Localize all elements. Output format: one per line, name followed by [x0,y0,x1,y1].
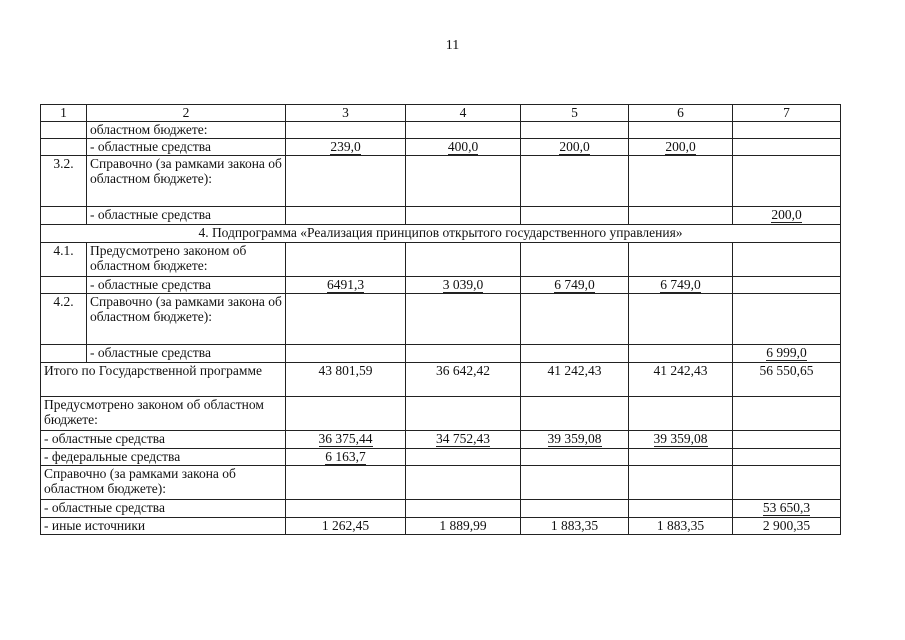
row-label: - областные средства [87,139,286,156]
value-cell [406,207,521,225]
value-cell [629,449,733,466]
value-cell [286,345,406,363]
value-cell [286,156,406,207]
value-cell [629,139,733,156]
row-label: областном бюджете: [87,122,286,139]
header-cell: 7 [733,105,841,122]
row-number [41,345,87,363]
row-number: 3.2. [41,156,87,207]
value-text: 200,0 [771,207,802,222]
value-cell [286,243,406,277]
value-cell [286,207,406,225]
value-cell [629,345,733,363]
table-row [41,363,841,397]
value-cell [406,431,521,449]
row-number [41,207,87,225]
value-cell [521,431,629,449]
table-row [41,431,841,449]
row-label: - областные средства [87,277,286,294]
header-cell: 5 [521,105,629,122]
value-text: 53 650,3 [762,500,811,515]
value-cell [406,500,521,518]
value-text: 239,0 [330,139,361,154]
row-label: - областные средства [87,345,286,363]
value-cell [286,466,406,500]
value-cell: 36 642,42 [406,363,521,397]
value-cell [733,294,841,345]
value-text: 200,0 [665,139,696,154]
table-row [41,156,841,207]
table-row [41,207,841,225]
value-cell [521,122,629,139]
value-cell [521,294,629,345]
value-cell [629,156,733,207]
value-cell [406,397,521,431]
value-cell [406,294,521,345]
table-row [41,449,841,466]
value-cell [521,139,629,156]
value-cell [629,397,733,431]
value-cell [521,277,629,294]
row-number [41,277,87,294]
header-cell: 2 [87,105,286,122]
value-text: 6 999,0 [766,345,807,360]
value-cell [406,139,521,156]
row-label: - иные источники [41,518,286,535]
value-cell [629,431,733,449]
value-cell [733,431,841,449]
value-cell [733,122,841,139]
table-row [41,466,841,500]
value-cell [733,207,841,225]
value-cell [733,500,841,518]
row-number [41,122,87,139]
table-row [41,294,841,345]
row-label: Справочно (за рамками закона об областном бюджете): [87,156,286,207]
value-text: 6491,3 [326,277,365,292]
value-cell [629,277,733,294]
section-title: 4. Подпрограмма «Реализация принципов открытого государственного управления» [41,225,841,243]
value-cell: 56 550,65 [733,363,841,397]
value-cell [521,397,629,431]
value-cell: 1 883,35 [521,518,629,535]
value-text: 36 375,44 [318,431,373,446]
header-cell: 1 [41,105,87,122]
value-cell [286,294,406,345]
header-cell: 3 [286,105,406,122]
value-cell [629,294,733,345]
header-cell: 6 [629,105,733,122]
value-cell [521,500,629,518]
table-row [41,122,841,139]
value-cell [733,345,841,363]
row-label: - областные средства [41,431,286,449]
value-cell [521,243,629,277]
row-label: Справочно (за рамками закона об областном бюджете): [41,466,286,500]
value-cell [733,243,841,277]
row-label: Предусмотрено законом об областном бюджете: [41,397,286,431]
value-cell: 1 883,35 [629,518,733,535]
value-cell [406,449,521,466]
value-cell [733,449,841,466]
table-row [41,139,841,156]
row-label: - федеральные средства [41,449,286,466]
value-cell [733,156,841,207]
page-number: 11 [445,38,460,53]
value-cell: 1 262,45 [286,518,406,535]
row-label: Итого по Государственной программе [41,363,286,397]
row-label: - областные средства [41,500,286,518]
value-cell [406,277,521,294]
value-cell [629,207,733,225]
table-row [41,243,841,277]
value-cell [629,122,733,139]
row-number: 4.1. [41,243,87,277]
value-text: 6 749,0 [554,277,595,292]
value-cell [521,207,629,225]
row-number [41,139,87,156]
value-cell: 2 900,35 [733,518,841,535]
row-label: Предусмотрено законом об областном бюджете: [87,243,286,277]
value-cell [406,345,521,363]
value-cell [733,277,841,294]
budget-table [40,104,841,535]
value-text: 400,0 [447,139,479,154]
table-row [41,500,841,518]
header-row [41,105,841,122]
value-cell [733,466,841,500]
value-text: 200,0 [559,139,590,154]
table-row [41,277,841,294]
value-cell [286,139,406,156]
value-text: 6 749,0 [660,277,701,292]
value-text: 34 752,43 [436,431,490,446]
row-number: 4.2. [41,294,87,345]
value-cell: 1 889,99 [406,518,521,535]
value-cell [406,466,521,500]
value-cell [286,277,406,294]
value-text: 3 039,0 [442,277,484,292]
value-cell [286,500,406,518]
value-cell [406,156,521,207]
table-row [41,397,841,431]
header-cell: 4 [406,105,521,122]
value-cell [406,122,521,139]
value-cell [733,139,841,156]
value-cell [521,156,629,207]
value-cell [286,449,406,466]
value-text: 39 359,08 [547,431,602,446]
value-cell [521,449,629,466]
value-cell [286,122,406,139]
value-cell: 41 242,43 [521,363,629,397]
row-label: Справочно (за рамками закона об областном бюджете): [87,294,286,345]
value-cell [629,500,733,518]
value-cell: 41 242,43 [629,363,733,397]
value-cell [286,431,406,449]
value-cell [286,397,406,431]
value-text: 6 163,7 [325,449,366,464]
value-cell [406,243,521,277]
value-cell [521,345,629,363]
value-cell: 43 801,59 [286,363,406,397]
section-row [41,225,841,243]
value-cell [629,466,733,500]
table-row [41,345,841,363]
value-cell [733,397,841,431]
value-text: 39 359,08 [653,431,708,446]
table-row [41,518,841,535]
value-cell [629,243,733,277]
value-cell [521,466,629,500]
row-label: - областные средства [87,207,286,225]
